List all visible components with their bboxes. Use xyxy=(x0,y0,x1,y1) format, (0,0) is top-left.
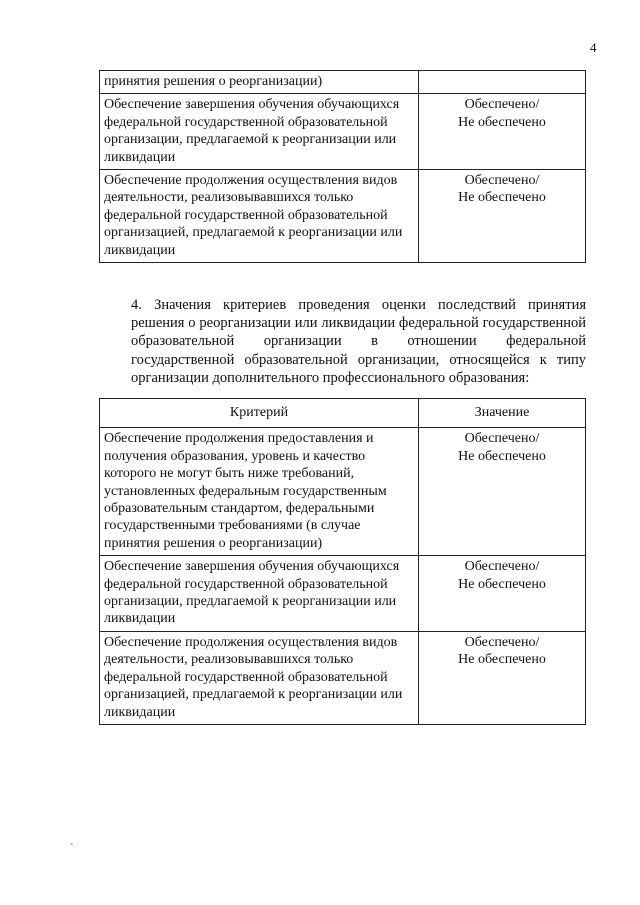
table-header-row xyxy=(100,399,586,428)
value-cell xyxy=(419,170,586,263)
criteria-table xyxy=(99,398,586,725)
table-row xyxy=(100,94,586,170)
value-cell xyxy=(419,71,586,94)
value-line: Не обеспечено xyxy=(458,576,546,592)
value-line: Не обеспечено xyxy=(458,652,546,668)
criteria-table-continued xyxy=(99,70,586,263)
column-header-criterion: Критерий xyxy=(100,399,419,428)
page-number: 4 xyxy=(590,40,597,55)
value-line: Не обеспечено xyxy=(458,448,546,464)
table-row xyxy=(100,428,586,556)
table-row xyxy=(100,71,586,94)
table-row xyxy=(100,631,586,724)
section-paragraph xyxy=(99,296,586,387)
value-cell xyxy=(419,428,586,556)
value-cell xyxy=(419,94,586,170)
value-line: Обеспечено/ xyxy=(464,559,540,575)
table-row xyxy=(100,170,586,263)
criterion-cell: Обеспечение продолжения предоставления и получения образования, уровень и качество которого не могут быть ниже требований, установленных федеральным государственным образовательным стандартом, федеральными государственными требованиями (в случае принятия решения о реорганизации) xyxy=(100,428,419,556)
stray-mark: ` xyxy=(70,842,74,854)
criterion-cell: Обеспечение продолжения осуществления видов деятельности, реализовывавшихся только федеральной государственной образовательной организацией, предлагаемой к реорганизации или ликвидации xyxy=(100,631,419,724)
criterion-cell: Обеспечение завершения обучения обучающихся федеральной государственной образовательной организации, предлагаемой к реорганизации или ликвидации xyxy=(100,556,419,632)
column-header-value: Значение xyxy=(419,399,586,428)
value-line: Обеспечено/ xyxy=(464,173,540,189)
value-cell xyxy=(419,631,586,724)
paragraph-text: 4. Значения критериев проведения оценки последствий принятия решения о реорганизации или ликвидации федеральной государственной образовательной организации в отношении федеральной государственной образовательной организации, относящейся к типу организации дополнительного профессионального образования: xyxy=(131,297,586,386)
value-line: Не обеспечено xyxy=(458,190,546,206)
value-cell xyxy=(419,556,586,632)
criterion-cell: Обеспечение продолжения осуществления видов деятельности, реализовывавшихся только федеральной государственной образовательной организацией, предлагаемой к реорганизации или ликвидации xyxy=(100,170,419,263)
value-line: Обеспечено/ xyxy=(464,431,540,447)
value-line: Обеспечено/ xyxy=(464,634,540,650)
value-line: Обеспечено/ xyxy=(464,97,540,113)
value-line: Не обеспечено xyxy=(458,114,546,130)
table-row xyxy=(100,556,586,632)
criterion-cell: Обеспечение завершения обучения обучающихся федеральной государственной образовательной организации, предлагаемой к реорганизации или ликвидации xyxy=(100,94,419,170)
criterion-cell: принятия решения о реорганизации) xyxy=(100,71,419,94)
